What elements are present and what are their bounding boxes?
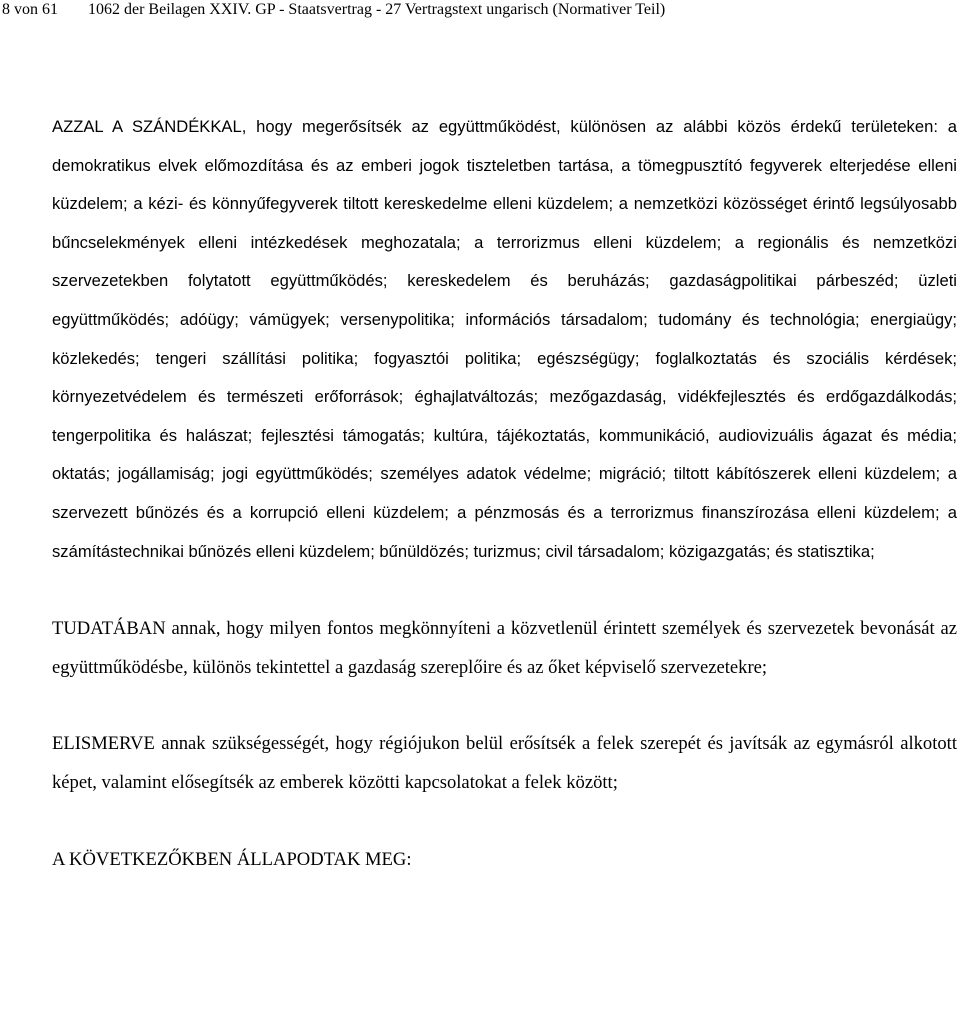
paragraph-text: annak szükségességét, hogy régiójukon belül erősítsék a felek szerepét és javítsák az egymásról alkotott képet, valamint elősegítsék az emberek közötti kapcsolatokat a felek között; [52,733,957,793]
paragraph-kovetkezokben [52,841,957,880]
paragraph-keyword: AZZAL A SZÁNDÉKKAL [52,117,242,136]
page-number: 8 von 61 [2,1,58,18]
paragraph-text: annak, hogy milyen fontos megkönnyíteni a közvetlenül érintett személyek és szervezetek bevonását az együttműködésbe, különös tekintettel a gazdaság szereplőire és az őket képviselő szervezetekre; [52,618,957,678]
paragraph-azzal-a-szandekkal [52,108,957,571]
document-body [52,108,957,879]
document-reference: 1062 der Beilagen XXIV. GP - Staatsvertrag - 27 Vertragstext ungarisch (Normativer Teil) [88,1,666,18]
paragraph-keyword: ELISMERVE [52,733,155,755]
paragraph-tudataban [52,610,957,687]
paragraph-keyword: A KÖVETKEZŐKBEN ÁLLAPODTAK MEG: [52,848,412,870]
page-header [0,0,960,26]
paragraph-elismerve [52,725,957,802]
paragraph-keyword: TUDATÁBAN [52,618,166,640]
paragraph-text: , hogy megerősítsék az együttműködést, különösen az alábbi közös érdekű területeken: a demokratikus elvek előmozdítása és az emberi jogok tiszteletben tartása, a tömegpusztító fegyverek elterjedése elleni küzdelem; a kézi- és könnyűfegyverek tiltott kereskedelme elleni küzdelem; a nemzetközi közösséget érintő legsúlyosabb bűncselekmények elleni intézkedések meghozatala; a terrorizmus elleni küzdelem; a regionális és nemzetközi szervezetekben folytatott együttműködés; kereskedelem és beruházás; gazdaságpolitikai párbeszéd; üzleti együttműködés; adóügy; vámügyek; versenypolitika; információs társadalom; tudomány és technológia; energiaügy; közlekedés; tengeri szállítási politika; fogyasztói politika; egészségügy; foglalkoztatás és szociális kérdések; környezetvédelem és természeti erőforrások; éghajlatváltozás; mezőgazdaság, vidékfejlesztés és erdőgazdálkodás; tengerpolitika és halászat; fejlesztési támogatás; kultúra, tájékoztatás, kommunikáció, audiovizuális ágazat és média; oktatás; jogállamiság; jogi együttműködés; személyes adatok védelme; migráció; tiltott kábítószerek elleni küzdelem; a szervezett bűnözés és a korrupció elleni küzdelem; a pénzmosás és a terrorizmus finanszírozása elleni küzdelem; a számítástechnikai bűnözés elleni küzdelem; bűnüldözés; turizmus; civil társadalom; közigazgatás; és statisztika; [52,117,958,561]
